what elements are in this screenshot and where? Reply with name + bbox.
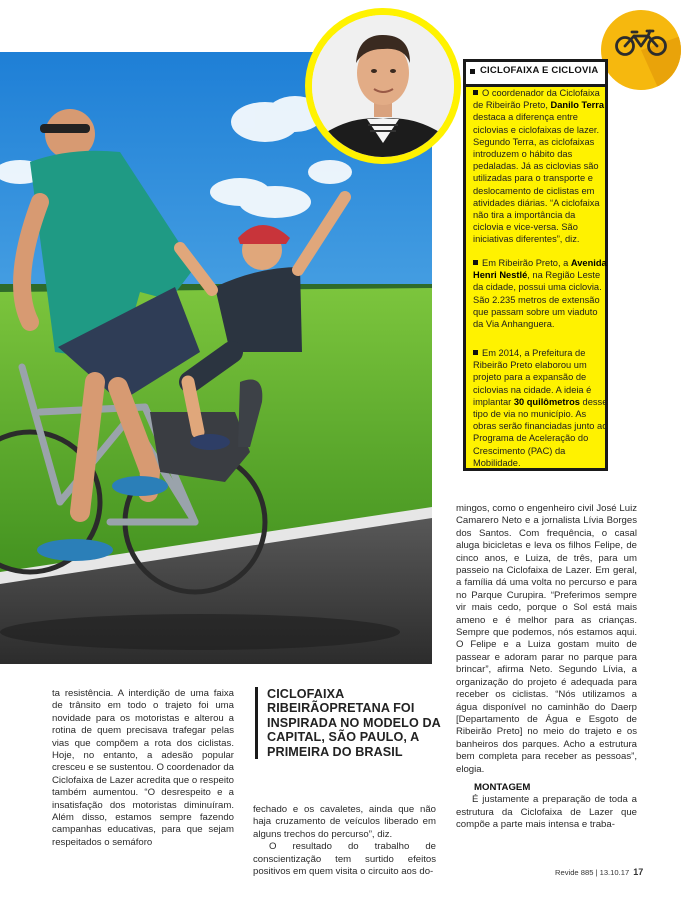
paragraph: fechado e os cavaletes, ainda que não haja cruzamento de veículos liberado em alguns trechos do percurso”, diz. — [253, 804, 436, 840]
bicycle-icon — [601, 10, 681, 90]
square-bullet-icon — [470, 69, 475, 74]
square-bullet-icon — [473, 350, 478, 355]
paragraph: ta resistência. A interdição de uma faixa de trânsito em todo o trajeto foi uma novidade para os motoristas e alterou a rotina de quem precisava trafegar pelas vias que compõem a rota dos ciclistas. Hoje, no entanto, a adesão popular cresceu e se sustentou. O coordenador da Ciclofaixa de Lazer acredita que o respeito também aumentou. “O desrespeito e a insatisfação dos motoristas diminuíram. Além disso, estamos sempre fazendo campanhas educativas, para que sejam respeitados o semáforo — [52, 688, 234, 848]
sidebar-item-expansion: Em 2014, a Prefeitura de Ribeirão Preto elaborou um projeto para a expansão de ciclovias na cidade. A ideia é implantar 30 quilômetros desse tipo de via no município. As obras serão financiadas junto ao Programa de Aceleração do Crescimento (PAC) da Mobilidade. — [473, 348, 608, 468]
sidebar-box — [463, 59, 608, 471]
article-column-right — [456, 503, 637, 832]
sidebar-item-coordinator: O coordenador da Ciclofaixa de Ribeirão Preto, Danilo Terra, destaca a diferença entre ciclovias e ciclofaixas de lazer. Segundo Terra, as ciclofaixas introduzem o hábito das pedaladas. Já as ciclovias são utilizadas para o transporte e deslocamento de ciclistas em atividades diárias. “A ciclofaixa não tira a importância da ciclovia e vice-versa. São iniciativas diferentes”, diz. — [473, 88, 607, 245]
portrait-danilo-terra — [312, 15, 454, 157]
paragraph: O resultado do trabalho de conscientização tem surtido efeitos positivos em quem visita o circuito aos do- — [253, 841, 436, 878]
bicycle-icon-badge — [601, 10, 681, 90]
article-column-middle — [253, 804, 436, 878]
magazine-issue: Revide 885 | 13.10.17 — [555, 868, 630, 877]
sidebar-item-henri-nestle: Em Ribeirão Preto, a Avenida Henri Nestlé, na Região Leste da cidade, possui uma ciclovia. São 2.235 metros de extensão que passam sobre um viaduto da Via Anhanguera. — [473, 258, 607, 330]
article-column-left — [52, 688, 234, 849]
paragraph: mingos, como o engenheiro civil José Luiz Camarero Neto e a jornalista Lívia Borges dos Santos. Com frequência, o casal aluga bicicletas e leva os filhos Felipe, de cinco anos, e Luiza, de três, para um passeio na Ciclofaixa de Lazer. Em geral, a família dá uma volta no percurso e para no Parque Curupira. “Preferimos sempre vir mais cedo, porque o Sol está mais ameno e é melhor para as crianças. Sempre que podemos, nós estamos aqui. O Felipe e a Luiza gostam muito de passear e adoram parar no parque para brincar”, afirma Neto. Segundo Lívia, a organização do projeto é adequada para receber os ciclistas. “Nós utilizamos a água disponível no caminhão do Daerp [Departamento de Água e Esgoto de Ribeirão Preto] no meio do trajeto e os banheiros dos parques. Acho a estrutura bem completa para receber as pessoas”, elogia. — [456, 503, 637, 775]
sidebar-title: CICLOFAIXA E CICLOVIA — [480, 65, 599, 76]
page-number: 17 — [633, 867, 644, 877]
portrait-frame — [305, 8, 461, 164]
paragraph: É justamente a preparação de toda a estrutura da Ciclofaixa de Lazer que compõe a parte mais intensa e traba- — [456, 794, 637, 831]
page-footer — [555, 867, 643, 877]
subheading: MONTAGEM — [474, 781, 531, 793]
square-bullet-icon — [473, 90, 478, 95]
pull-quote: CICLOFAIXA RIBEIRÃOPRETANA FOI INSPIRADA NO MODELO DA CAPITAL, SÃO PAULO, A PRIMEIRA DO BRASIL — [255, 687, 445, 759]
square-bullet-icon — [473, 260, 478, 265]
sidebar-title-bar — [466, 62, 605, 87]
